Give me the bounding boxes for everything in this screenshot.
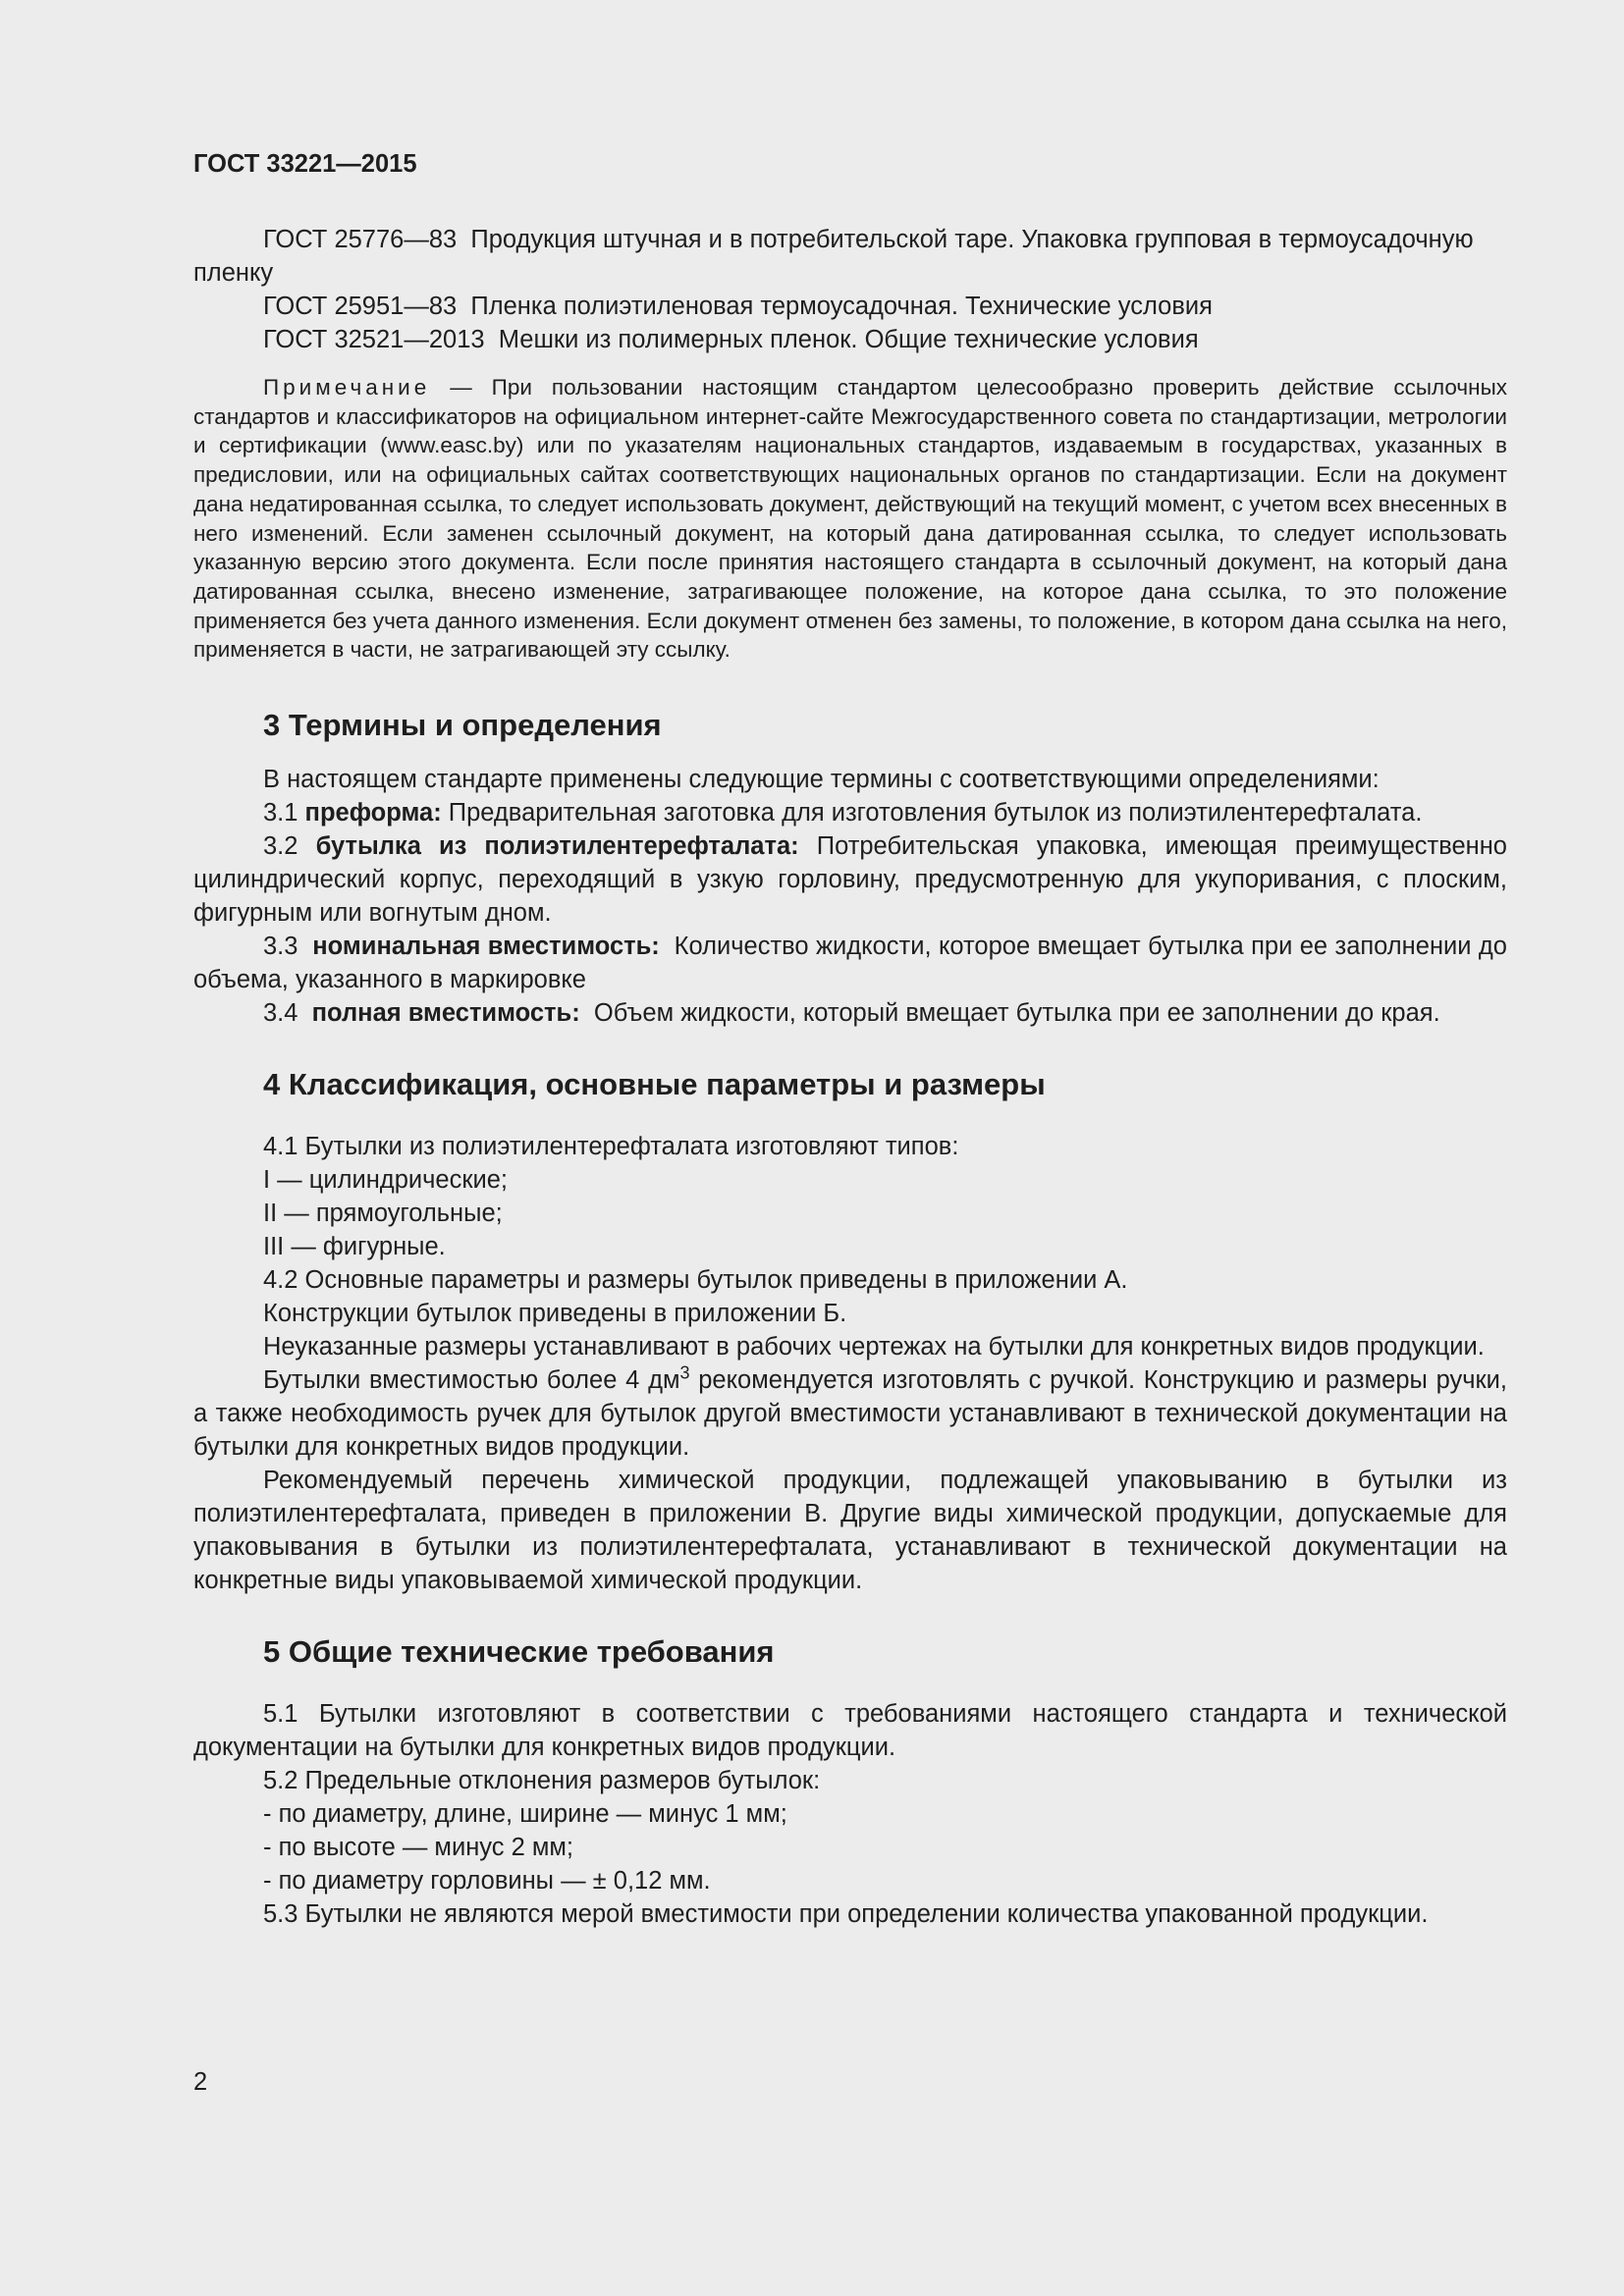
section-5-heading: 5 Общие технические требования — [263, 1634, 775, 1670]
deviation-item: - по высоте — минус 2 мм; — [263, 1834, 573, 1862]
reference-item: ГОСТ 25776—83 Продукция штучная и в потребительской таре. Упаковка групповая в термоусадочную пленку — [193, 226, 1474, 287]
note-paragraph — [193, 373, 1507, 665]
deviation-item: - по диаметру, длине, ширине — минус 1 мм; — [263, 1800, 787, 1829]
page-content — [193, 147, 1507, 1931]
para-chemical-products: Рекомендуемый перечень химической продукции, подлежащей упаковыванию в бутылки из полиэтилентерефталата, приведен в приложении В. Другие виды химической продукции, допускаемые для упаковывания в бутылки из полиэтилентерефталата, устанавливают в технической документации на конкретные виды упаковываемой химической продукции. — [193, 1467, 1507, 1595]
note-label: Примечание — [263, 375, 431, 400]
page-number: 2 — [193, 2068, 208, 2096]
reference-item: ГОСТ 32521—2013 Мешки из полимерных пленок. Общие технические условия — [263, 326, 1199, 353]
para-5-2: 5.2 Предельные отклонения размеров бутылок: — [263, 1767, 821, 1795]
term-3-4: 3.4 полная вместимость: Объем жидкости, который вмещает бутылка при ее заполнении до края. — [263, 999, 1440, 1028]
reference-item: ГОСТ 25951—83 Пленка полиэтиленовая термоусадочная. Технические условия — [263, 293, 1213, 320]
note-text: — При пользовании настоящим стандартом целесообразно проверить действие ссылочных стандартов и классификаторов на официальном интернет-сайте Межгосударственного совета по стандартизации, метрологии и сертификации (www.easc.by) или по указателям национальных стандартов, издаваемым в государствах, указанных в предисловии, или на официальных сайтах соответствующих национальных органов по стандартизации. Если на документ дана недатированная ссылка, то следует использовать документ, действующий на текущий момент, с учетом всех внесенных в него изменений. Если заменен ссылочный документ, на который дана датированная ссылка, то следует использовать указанную версию этого документа. Если после принятия настоящего стандарта в ссылочный документ, на который дана датированная ссылка, внесено изменение, затрагивающее положение, на которое дана ссылка, то это положение применяется без учета данного изменения. Если документ отменен без замены, то положение, в котором дана ссылка на него, применяется в части, не затрагивающей эту ссылку. — [193, 375, 1507, 663]
section-3-heading: 3 Термины и определения — [263, 708, 662, 743]
section-4-heading: 4 Классификация, основные параметры и размеры — [263, 1067, 1046, 1102]
deviation-item: - по диаметру горловины — ± 0,12 мм. — [263, 1867, 711, 1896]
type-item: I — цилиндрические; — [263, 1166, 508, 1195]
reference-list — [193, 223, 1507, 356]
type-item: II — прямоугольные; — [263, 1200, 503, 1228]
para-unspecified-sizes: Неуказанные размеры устанавливают в рабочих чертежах на бутылки для конкретных видов продукции. — [263, 1333, 1485, 1362]
term-3-2: 3.2 бутылка из полиэтилентерефталата: Потребительская упаковка, имеющая преимущественно цилиндрический корпус, переходящий в узкую горловину, предусмотренную для укупоривания, с плоским, фигурным или вогнутым дном. — [193, 832, 1507, 928]
para-4-1: 4.1 Бутылки из полиэтилентерефталата изготовляют типов: — [263, 1133, 959, 1161]
para-5-1: 5.1 Бутылки изготовляют в соответствии с требованиями настоящего стандарта и технической документации на бутылки для конкретных видов продукции. — [193, 1700, 1507, 1762]
term-3-3: 3.3 номинальная вместимость: Количество жидкости, которое вмещает бутылка при ее заполнении до объема, указанного в маркировке — [193, 933, 1507, 994]
para-4-2: 4.2 Основные параметры и размеры бутылок приведены в приложении А. — [263, 1266, 1128, 1295]
term-3-1: 3.1 преформа: Предварительная заготовка для изготовления бутылок из полиэтилентерефталата. — [263, 799, 1423, 828]
para-5-3: 5.3 Бутылки не являются мерой вместимости при определении количества упакованной продукции. — [263, 1900, 1429, 1929]
doc-header: ГОСТ 33221—2015 — [193, 150, 417, 178]
para-volume-handle: Бутылки вместимостью более 4 $дм^3$ рекомендуется изготовлять с ручкой. Конструкцию и размеры ручки, а также необходимость ручек для бутылок другой вместимости устанавливают в технической документации на бутылки для конкретных видов продукции. — [193, 1362, 1508, 1462]
section-3-intro: В настоящем стандарте применены следующие термины с соответствующими определениями: — [263, 766, 1380, 794]
para-constructions: Конструкции бутылок приведены в приложении Б. — [263, 1300, 847, 1328]
type-item: III — фигурные. — [263, 1233, 446, 1261]
